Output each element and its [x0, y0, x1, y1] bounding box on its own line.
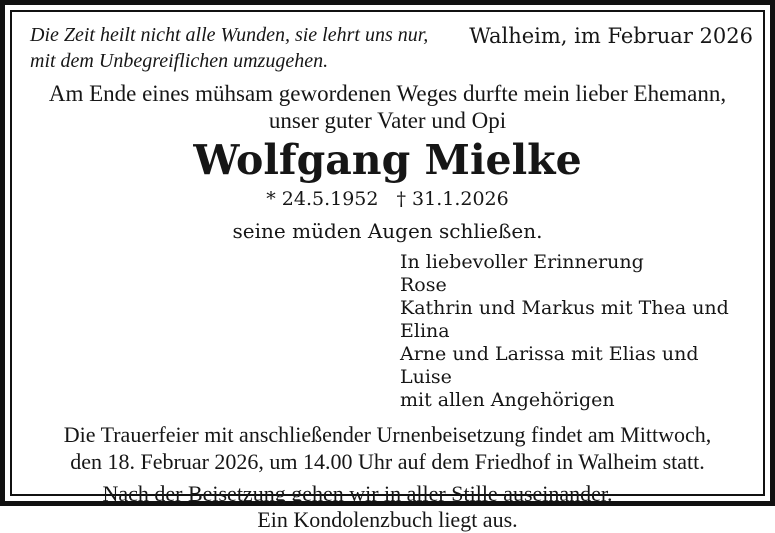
- obituary-notice-card: [10, 10, 765, 532]
- closing-line: seine müden Augen schließen.: [232, 219, 543, 243]
- memorial-quote-line1: Die Zeit heilt nicht alle Wunden, sie lehrt uns nur,: [30, 24, 429, 46]
- after-funeral-info: [20, 481, 755, 533]
- death-date: † 31.1.2026: [396, 188, 509, 210]
- memorial-quote: [20, 20, 428, 74]
- mourner-line: Rose: [400, 274, 447, 296]
- funeral-info: [20, 421, 755, 475]
- intro-text: [20, 80, 755, 134]
- mourner-line: mit allen Angehörigen: [400, 389, 615, 411]
- mourner-line: Arne und Larissa mit Elias und Luise: [400, 343, 699, 388]
- place-dateline: Walheim, im Februar 2026: [469, 24, 753, 48]
- deceased-name: Wolfgang Mielke: [193, 136, 582, 184]
- funeral-info-line2: den 18. Februar 2026, um 14.00 Uhr auf dem Friedhof in Walheim statt.: [70, 449, 705, 474]
- notice-header: [20, 20, 755, 74]
- intro-line2: unser guter Vater und Opi: [268, 108, 507, 133]
- mourner-line: In liebevoller Erinnerung: [400, 251, 644, 273]
- after-funeral-line1: Nach der Beisetzung gehen wir in aller Stille auseinander.: [102, 481, 613, 506]
- intro-line1: Am Ende eines mühsam gewordenen Weges durfte mein lieber Ehemann,: [48, 81, 727, 106]
- life-dates: [20, 187, 755, 211]
- memorial-quote-line2: mit dem Unbegreiflichen umzugehen.: [30, 50, 329, 72]
- mourner-line: Kathrin und Markus mit Thea und Elina: [400, 297, 729, 342]
- mourners-list: [400, 251, 755, 412]
- funeral-info-line1: Die Trauerfeier mit anschließender Urnenbeisetzung findet am Mittwoch,: [63, 422, 712, 447]
- condolence-book-line: Ein Kondolenzbuch liegt aus.: [257, 507, 518, 532]
- birth-date: * 24.5.1952: [266, 188, 379, 210]
